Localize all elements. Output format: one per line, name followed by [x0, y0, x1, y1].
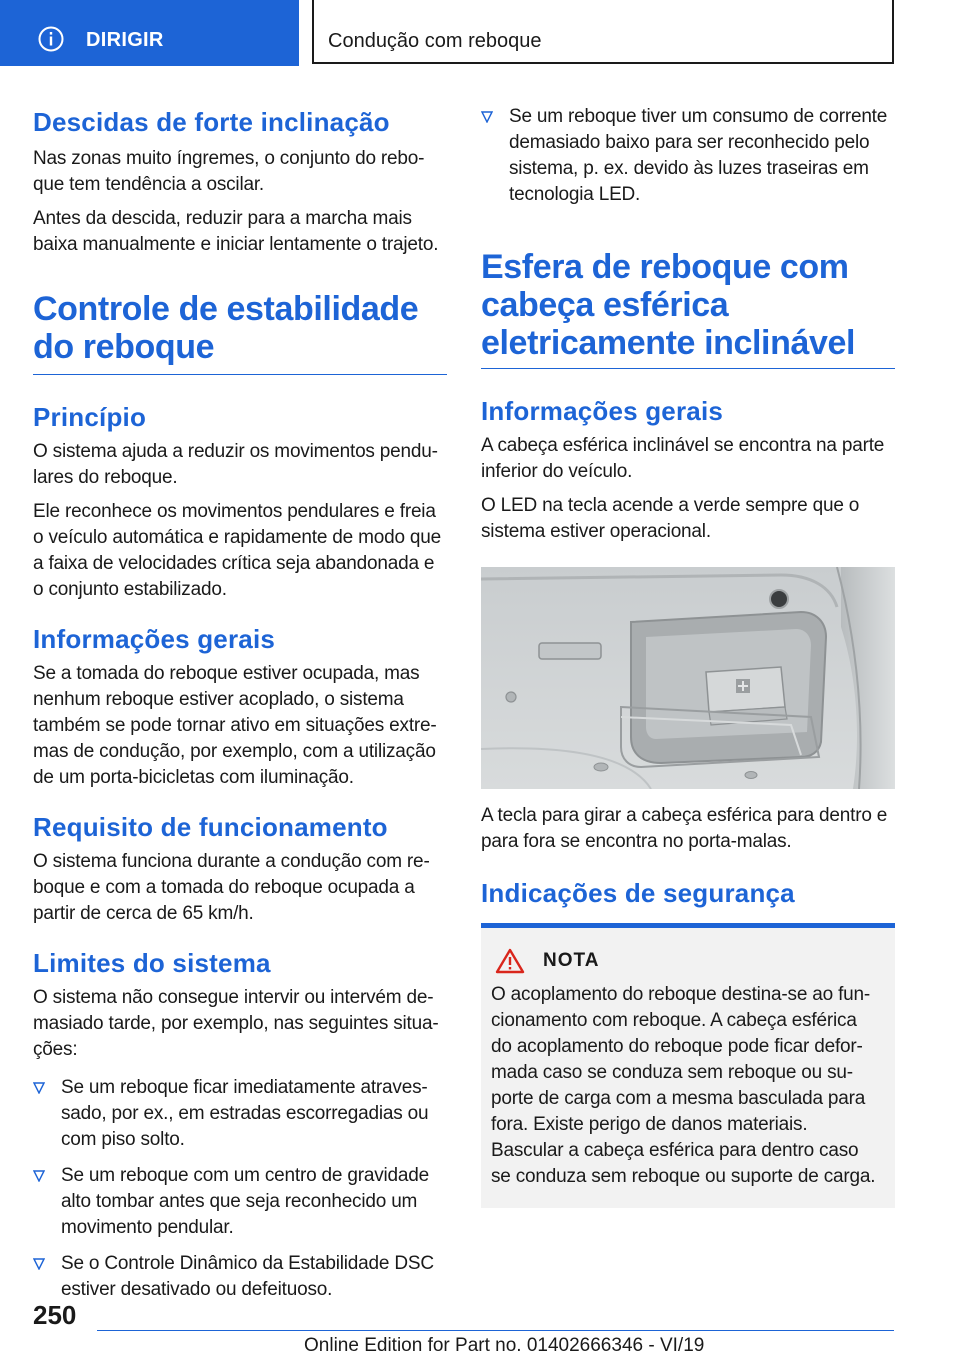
- heading-rule: [481, 368, 895, 369]
- heading-esfera-reboque: Esfera de reboque com cabeça esférica eletricamente inclinável: [481, 248, 856, 362]
- right-column: [481, 96, 895, 1208]
- bullet-triangle-icon: [33, 1170, 45, 1182]
- heading-requisito: Requisito de funcionamento: [33, 812, 388, 842]
- paragraph: O sistema não consegue intervir ou intervém demasiado tarde, por exemplo, nas seguintes situações:: [33, 987, 439, 1060]
- left-column: [33, 96, 447, 1303]
- bullet-list: [33, 1075, 447, 1303]
- list-item: Se um reboque ficar imediatamente atravessado, por ex., em estradas escorregadias ou com piso solto.: [33, 1075, 447, 1153]
- paragraph: O sistema ajuda a reduzir os movimentos pendulares do reboque.: [33, 441, 438, 488]
- paragraph: Nas zonas muito íngremes, o conjunto do reboque tem tendência a oscilar.: [33, 148, 425, 195]
- note-text: O acoplamento do reboque destina-se ao funcionamento com reboque. A cabeça esférica do acoplamento do reboque pode ficar deformada caso se conduza sem reboque ou suporte de carga com a mesma basculada para fora. Existe perigo de danos materiais. Bascular a cabeça esférica para dentro caso se conduza sem reboque ou suporte de carga.: [491, 984, 876, 1187]
- heading-controle-estabilidade: Controle de estabilidade do reboque: [33, 290, 419, 366]
- footer-rule: [97, 1330, 894, 1331]
- heading-informacoes-gerais: Informações gerais: [33, 624, 276, 654]
- list-item: Se o Controle Dinâmico da Estabilidade DSC estiver desativado ou defeituoso.: [33, 1251, 447, 1303]
- paragraph: Se a tomada do reboque estiver ocupada, mas nenhum reboque estiver acoplado, o sistema também se pode tornar ativo em situações extremas de condução, por exemplo, com a utilização de um porta-bicicletas com iluminação.: [33, 663, 437, 788]
- heading-rule: [33, 374, 447, 375]
- paragraph: O LED na tecla acende a verde sempre que o sistema estiver operacional.: [481, 495, 860, 542]
- chapter-title: Condução com reboque: [328, 30, 542, 52]
- bullet-list-continued: [481, 104, 895, 208]
- photo-caption: A tecla para girar a cabeça esférica para dentro e para fora se encontra no porta-malas.: [481, 805, 888, 852]
- header-section-tab: [0, 0, 299, 66]
- info-icon: [38, 26, 64, 52]
- list-item: Se um reboque tiver um consumo de corrente demasiado baixo para ser reconhecido pelo sistema, p. ex. devido às luzes traseiras em tecnologia LED.: [481, 104, 895, 208]
- paragraph: O sistema funciona durante a condução com reboque e com a tomada do reboque ocupada a partir de cerca de 65 km/h.: [33, 851, 430, 924]
- warning-triangle-icon: [495, 948, 525, 974]
- bullet-triangle-icon: [481, 111, 493, 123]
- heading-indicacoes-seguranca: Indicações de segurança: [481, 878, 795, 908]
- note-box: [481, 923, 895, 1208]
- note-header: [491, 948, 881, 974]
- heading-descidas: Descidas de forte inclinação: [33, 107, 390, 137]
- heading-informacoes-gerais: Informações gerais: [481, 396, 724, 426]
- heading-principio: Princípio: [33, 402, 147, 432]
- list-item: Se um reboque com um centro de gravidade alto tombar antes que seja reconhecido um movimento pendular.: [33, 1163, 447, 1241]
- section-title: DIRIGIR: [86, 29, 164, 51]
- trunk-photo: [481, 567, 895, 789]
- heading-limites: Limites do sistema: [33, 948, 271, 978]
- bullet-triangle-icon: [33, 1258, 45, 1270]
- footer-edition: Online Edition for Part no. 01402666346 - VI/19: [304, 1335, 705, 1356]
- paragraph: Ele reconhece os movimentos pendulares e freia o veículo automática e rapidamente de modo que a faixa de velocidades crítica seja abandonada e o conjunto estabilizado.: [33, 501, 442, 600]
- page-number: 250: [33, 1300, 77, 1330]
- chapter-box: [312, 0, 894, 64]
- bullet-triangle-icon: [33, 1082, 45, 1094]
- note-title: NOTA: [543, 950, 600, 971]
- paragraph: A cabeça esférica inclinável se encontra na parte inferior do veículo.: [481, 435, 885, 482]
- paragraph: Antes da descida, reduzir para a marcha mais baixa manualmente e iniciar lentamente o trajeto.: [33, 208, 439, 255]
